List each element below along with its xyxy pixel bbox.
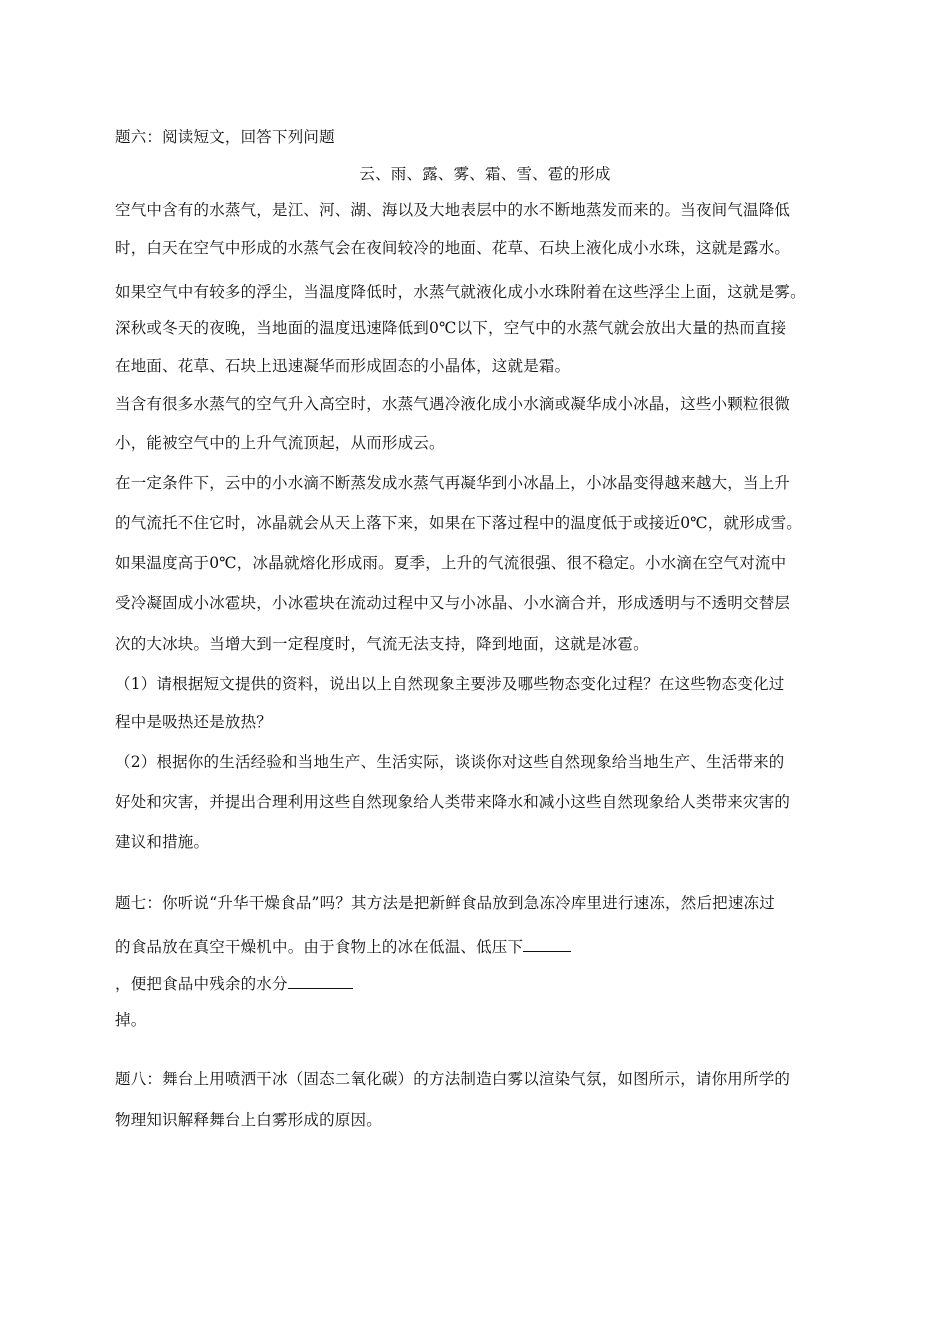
q8-line: 题八：舞台上用喷洒干冰（固态二氧化碳）的方法制造白雾以渲染气氛，如图所示，请你用所学的 <box>115 1070 791 1088</box>
q7-text: 的食品放在真空干燥机中。由于食物上的冰在低温、低压下 <box>115 938 524 956</box>
q6-paragraph-line: 在一定条件下，云中的小水滴不断蒸发成水蒸气再凝华到小冰晶上，小冰晶变得越来越大，当上升 <box>115 474 791 492</box>
q6-paragraph-line: 受冷凝固成小冰雹块，小冰雹块在流动过程中又与小冰晶、小水滴合并，形成透明与不透明交替层 <box>115 594 791 612</box>
q6-paragraph-line: 小，能被空气中的上升气流顶起，从而形成云。 <box>115 434 445 452</box>
q6-paragraph-line: 次的大冰块。当增大到一定程度时，气流无法支持，降到地面，这就是冰雹。 <box>115 635 649 653</box>
q7-line-with-blank <box>115 935 855 957</box>
q6-question-2-cont: 建议和措施。 <box>115 833 210 851</box>
q6-title: 题六：阅读短文，回答下列问题 <box>115 128 335 146</box>
q6-question-2: （2）根据你的生活经验和当地生产、生活实际，谈谈你对这些自然现象给当地生产、生活带来的 <box>115 753 785 771</box>
q6-paragraph-line: 的气流托不住它时，冰晶就会从天上落下来，如果在下落过程中的温度低于或接近0℃，就形成雪。 <box>115 514 803 532</box>
q6-paragraph-line: 空气中含有的水蒸气，是江、河、湖、海以及大地表层中的水不断地蒸发而来的。当夜间气温降低 <box>115 201 791 219</box>
q7-line-with-blank <box>115 972 855 994</box>
q6-question-2-cont: 好处和灾害，并提出合理利用这些自然现象给人类带来降水和减小这些自然现象给人类带来灾害的 <box>115 793 791 811</box>
q6-paragraph-line: 如果空气中有较多的浮尘，当温度降低时，水蒸气就液化成小水珠附着在这些浮尘上面，这就是雾。 <box>115 283 806 301</box>
q6-paragraph-line: 深秋或冬天的夜晚，当地面的温度迅速降低到0℃以下，空气中的水蒸气就会放出大量的热而直接 <box>115 319 787 337</box>
q6-subtitle: 云、雨、露、雾、霜、雪、雹的形成 <box>359 165 611 183</box>
q7-text: ，便把食品中残余的水分 <box>115 975 288 993</box>
q7-answer-blank-2[interactable] <box>288 972 353 989</box>
q7-answer-blank-1[interactable] <box>523 935 571 952</box>
q6-question-1: （1）请根据短文提供的资料，说出以上自然现象主要涉及哪些物态变化过程？在这些物态变化过 <box>115 675 785 693</box>
q8-line: 物理知识解释舞台上白雾形成的原因。 <box>115 1111 382 1129</box>
q6-paragraph-line: 如果温度高于0℃，冰晶就熔化形成雨。夏季，上升的气流很强、很不稳定。小水滴在空气对流中 <box>115 554 787 572</box>
q7-line: 掉。 <box>115 1011 147 1029</box>
q6-paragraph-line: 在地面、花草、石块上迅速凝华而形成固态的小晶体，这就是霜。 <box>115 357 571 375</box>
q6-question-1-cont: 程中是吸热还是放热？ <box>115 713 273 731</box>
q6-paragraph-line: 时，白天在空气中形成的水蒸气会在夜间较冷的地面、花草、石块上液化成小水珠，这就是露水。 <box>115 239 791 257</box>
q7-line: 题七：你听说“升华干燥食品”吗？其方法是把新鲜食品放到急冻冷库里进行速冻，然后把速冻过 <box>115 894 775 912</box>
q6-paragraph-line: 当含有很多水蒸气的空气升入高空时，水蒸气遇冷液化成小水滴或凝华成小冰晶，这些小颗粒很微 <box>115 395 791 413</box>
